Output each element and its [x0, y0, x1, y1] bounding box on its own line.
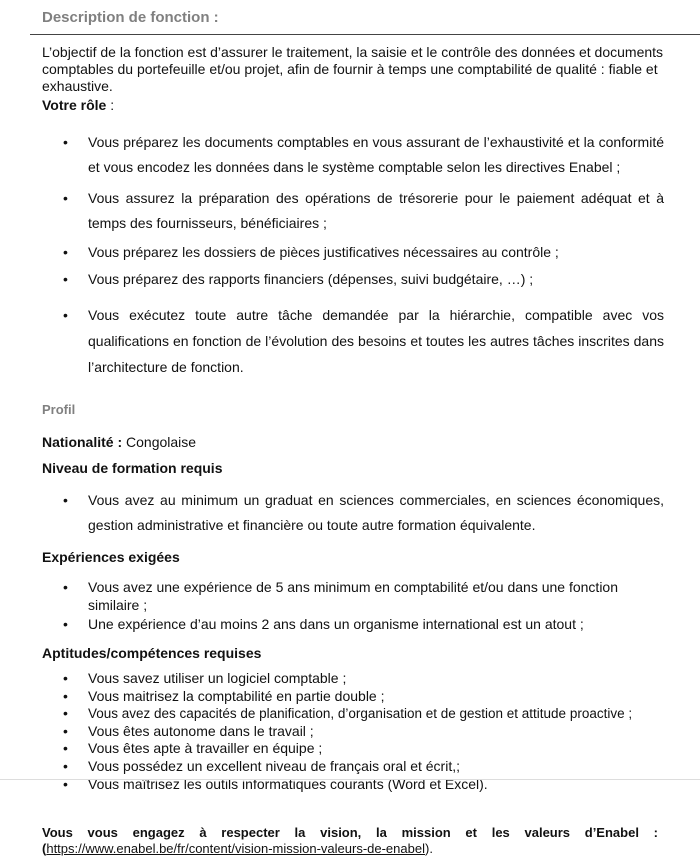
formation-list	[42, 488, 664, 538]
aptitudes-list	[42, 670, 682, 793]
list-item-text: Une expérience d’au moins 2 ans dans un organisme international est un atout ;	[88, 616, 584, 632]
list-item	[42, 267, 664, 292]
list-item-text: Vous avez des capacités de planification, d’organisation et de gestion et attitude proactive ;	[88, 706, 633, 722]
list-item	[42, 740, 682, 758]
nationality-line	[42, 434, 196, 450]
commitment-closing: ).	[424, 841, 433, 856]
role-list	[42, 130, 664, 380]
list-item-text: Vous savez utiliser un logiciel comptable ;	[88, 670, 347, 686]
list-item	[42, 705, 682, 723]
list-item	[42, 723, 682, 741]
nationality-label: Nationalité :	[42, 434, 123, 450]
bullet-icon: •	[63, 740, 68, 757]
section-divider	[30, 34, 700, 35]
bullet-icon: •	[63, 616, 68, 632]
section-title-description: Description de fonction :	[42, 9, 219, 26]
bullet-icon: •	[63, 271, 68, 287]
list-item-text: Vous assurez la préparation des opérations de trésorerie pour le paiement adéquat et à temps des fournisseurs, bénéficiaires ;	[88, 190, 664, 231]
commitment-paragraph	[42, 825, 658, 857]
intro-paragraph: L’objectif de la fonction est d’assurer le traitement, la saisie et le contrôle des données et documents comptables du portefeuille et/ou projet, afin de fournir à temps une comptabilité de qualité : fiable et exhaustive.	[42, 44, 664, 94]
aptitudes-heading: Aptitudes/compétences requises	[42, 645, 262, 661]
bullet-icon: •	[63, 775, 68, 792]
page-break-line	[0, 779, 700, 780]
list-item	[42, 240, 664, 265]
nationality-value: Congolaise	[122, 434, 197, 450]
profil-title: Profil	[42, 402, 76, 417]
bullet-icon: •	[63, 757, 68, 774]
list-item	[42, 302, 664, 380]
list-item-text: Vous êtes apte à travailler en équipe ;	[88, 740, 323, 757]
list-item	[42, 578, 664, 614]
experience-list	[42, 578, 664, 633]
enabel-values-link[interactable]: https://www.enabel.be/fr/content/vision-mission-valeurs-de-enabel	[46, 841, 425, 856]
list-item-text: Vous êtes autonome dans le travail ;	[88, 722, 314, 739]
list-item-text: Vous maitrisez la comptabilité en partie double ;	[88, 687, 385, 704]
list-item	[42, 758, 682, 776]
bullet-icon: •	[63, 244, 68, 260]
bullet-icon: •	[63, 190, 68, 206]
list-item-text: Vous préparez des rapports financiers (dépenses, suivi budgétaire, …) ;	[88, 271, 534, 287]
bullet-icon: •	[63, 307, 68, 323]
list-item	[42, 688, 682, 706]
bullet-icon: •	[63, 579, 68, 595]
list-item-text: Vous exécutez toute autre tâche demandée par la hiérarchie, compatible avec vos qualifications en fonction de l’évolution des besoins et toutes les autres tâches inscrites dans l’architecture de fonction.	[88, 307, 664, 375]
bullet-icon: •	[63, 670, 68, 686]
bullet-icon: •	[63, 705, 68, 722]
bullet-icon: •	[63, 492, 68, 508]
bullet-icon: •	[63, 722, 68, 739]
list-item-text: Vous préparez les dossiers de pièces justificatives nécessaires au contrôle ;	[88, 244, 559, 260]
bullet-icon: •	[63, 687, 68, 704]
list-item-text: Vous avez au minimum un graduat en sciences commerciales, en sciences économiques, gestion administrative et financière ou toute autre formation équivalente.	[88, 492, 664, 533]
list-item-text: Vous avez une expérience de 5 ans minimum en comptabilité et/ou dans une fonction similaire ;	[88, 579, 618, 613]
commitment-text: Vous vous engagez à respecter la vision, la mission et les valeurs d’Enabel :(	[42, 825, 658, 856]
list-item	[42, 130, 664, 180]
list-item-text: Vous préparez les documents comptables en vous assurant de l’exhaustivité et la conformité et vous encodez les données dans le système comptable selon les directives Enabel ;	[88, 134, 664, 175]
bullet-icon: •	[63, 134, 68, 150]
role-suffix: :	[106, 97, 115, 113]
list-item-text: Vous maîtrisez les outils informatiques courants (Word et Excel).	[88, 775, 488, 792]
list-item	[42, 615, 664, 633]
list-item-text: Vous possédez un excellent niveau de français oral et écrit,;	[88, 757, 460, 774]
experience-heading: Expériences exigées	[42, 549, 180, 565]
role-label: Votre rôle	[42, 97, 107, 113]
list-item	[42, 186, 664, 236]
list-item	[42, 488, 664, 538]
list-item	[42, 670, 682, 688]
role-heading	[42, 97, 114, 113]
formation-heading: Niveau de formation requis	[42, 460, 223, 476]
